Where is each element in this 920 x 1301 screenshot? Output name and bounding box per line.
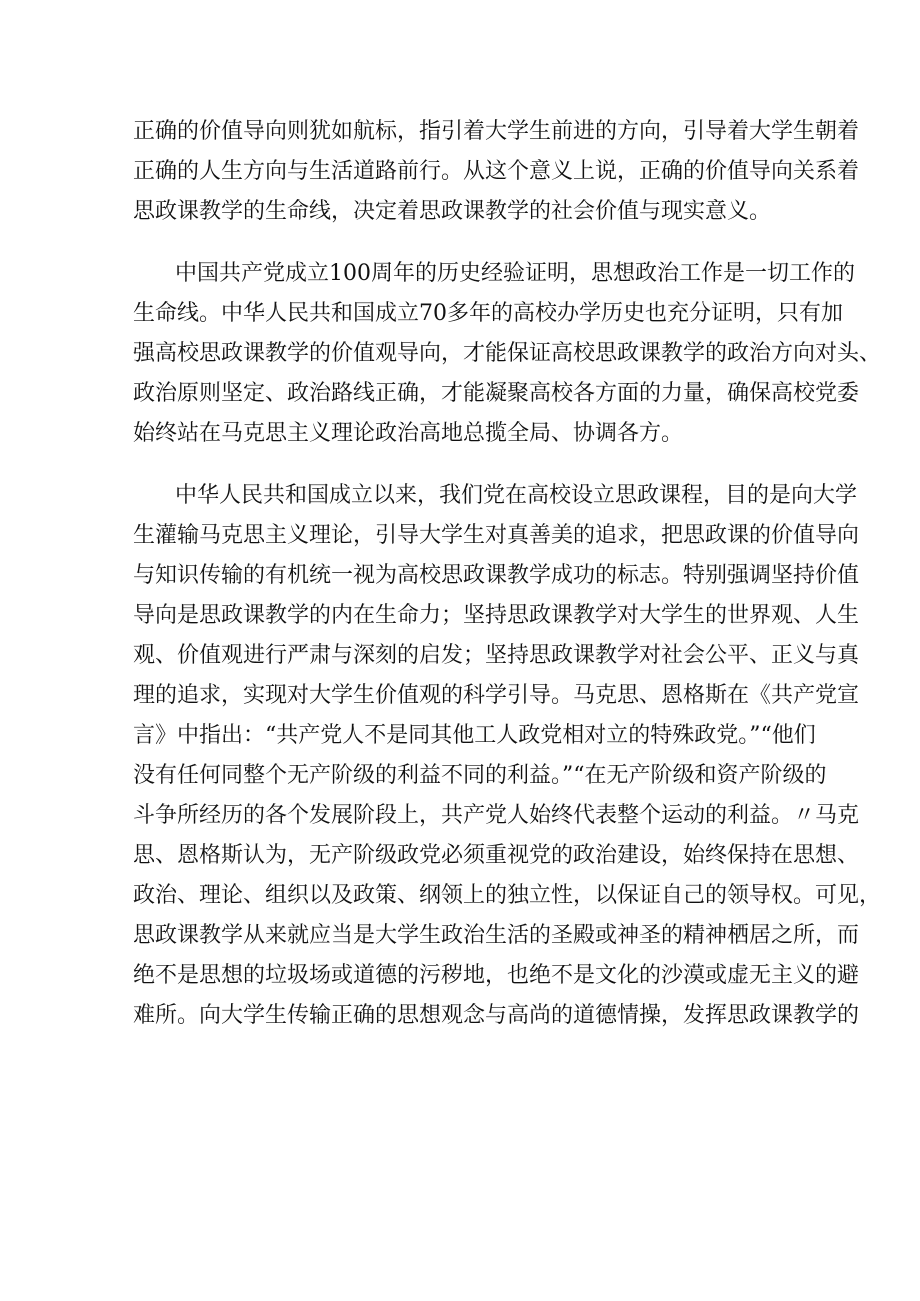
text-line: 正确的人生方向与生活道路前行。从这个意义上说，正确的价值导向关系着	[133, 159, 860, 184]
text-line: 言》中指出：“共产党人不是同其他工人政党相对立的特殊政党。”“他们	[133, 723, 816, 748]
paragraph-3	[133, 476, 882, 1036]
text-line: 观、价值观进行严肃与深刻的启发；坚持思政课教学对社会公平、正义与真	[133, 643, 860, 668]
text-line: 思、恩格斯认为，无产阶级政党必须重视党的政治建设，始终保持在思想、	[133, 843, 860, 868]
text-line: 与知识传输的有机统一视为高校思政课教学成功的标志。特别强调坚持价值	[133, 563, 860, 588]
paragraph-spacer	[133, 232, 795, 254]
text-line: 始终站在马克思主义理论政治高地总揽全局、协调各方。	[133, 421, 684, 446]
text-line: 导向是思政课教学的内在生命力；坚持思政课教学对大学生的世界观、人生	[133, 603, 860, 628]
text-line: 难所。向大学生传输正确的思想观念与高尚的道德情操，发挥思政课教学的	[133, 1003, 860, 1028]
text-line: 政治原则坚定、政治路线正确，才能凝聚高校各方面的力量，确保高校党委	[133, 381, 860, 406]
text-line: 强高校思政课教学的价值观导向，才能保证高校思政课教学的政治方向对头、	[133, 341, 882, 366]
text-line: 思政课教学从来就应当是大学生政治生活的圣殿或神圣的精神栖居之所，而	[133, 923, 860, 948]
paragraph-1	[133, 112, 860, 232]
text-line: 绝不是思想的垃圾场或道德的污秽地，也绝不是文化的沙漠或虚无主义的避	[133, 963, 860, 988]
paragraph-2	[133, 254, 882, 454]
text-line: 理的追求，实现对大学生价值观的科学引导。马克思、恩格斯在《共产党宣	[133, 683, 860, 708]
text-line: 中国共产党成立100周年的历史经验证明，思想政治工作是一切工作的	[175, 261, 855, 286]
text-line: 思政课教学的生命线，决定着思政课教学的社会价值与现实意义。	[133, 199, 772, 224]
text-line: 没有任何同整个无产阶级的利益不同的利益。”“在无产阶级和资产阶级的	[133, 763, 827, 788]
text-line: 正确的价值导向则犹如航标，指引着大学生前进的方向，引导着大学生朝着	[133, 119, 860, 144]
body-text	[133, 112, 882, 1036]
text-line: 中华人民共和国成立以来，我们党在高校设立思政课程，目的是向大学	[175, 483, 858, 508]
text-line: 生灌输马克思主义理论，引导大学生对真善美的追求，把思政课的价值导向	[133, 523, 860, 548]
text-line: 斗争所经历的各个发展阶段上，共产党人始终代表整个运动的利益。〃马克	[133, 803, 860, 828]
text-line: 生命线。中华人民共和国成立70多年的高校办学历史也充分证明，只有加	[133, 301, 843, 326]
paragraph-spacer	[133, 454, 795, 476]
text-line: 政治、理论、组织以及政策、纲领上的独立性，以保证自己的领导权。可见，	[133, 883, 882, 908]
